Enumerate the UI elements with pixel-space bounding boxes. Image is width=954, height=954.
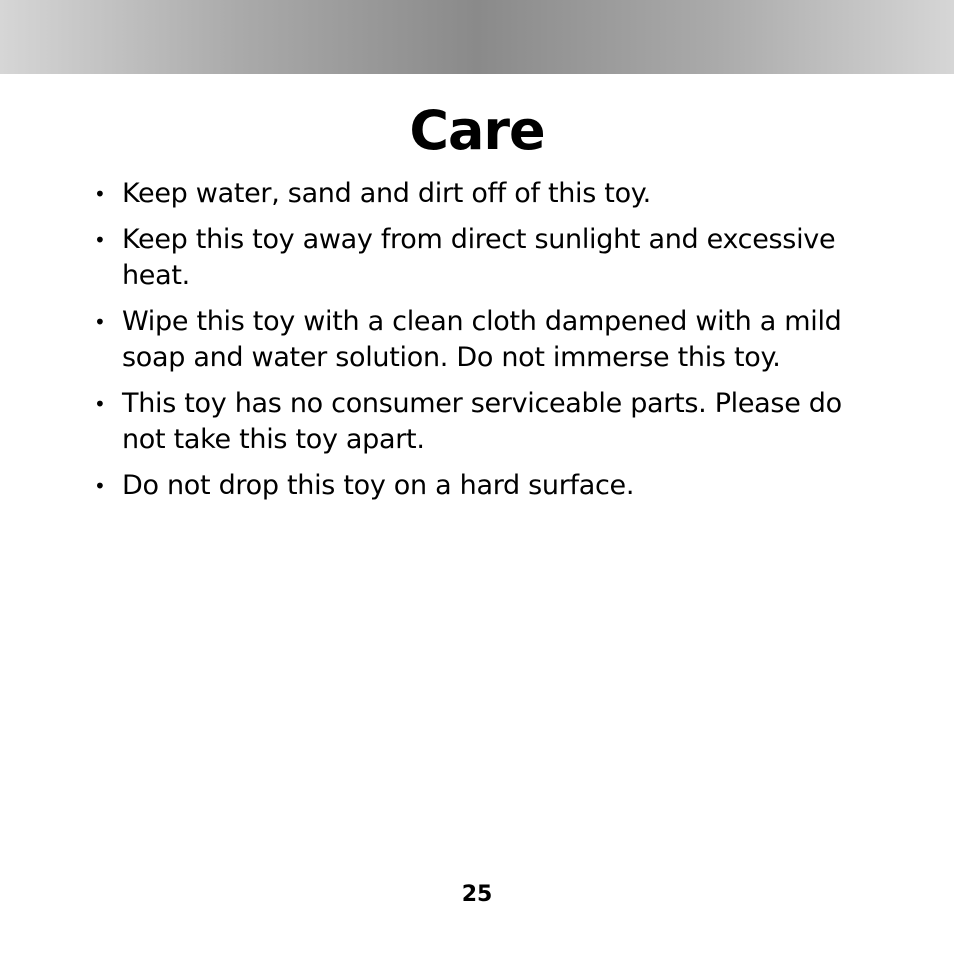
bullet-icon: •: [94, 228, 106, 252]
list-item: [92, 176, 882, 212]
page-number: 25: [461, 882, 493, 907]
list-item: [92, 304, 882, 376]
list-item: [92, 386, 882, 458]
bullet-icon: •: [94, 310, 106, 334]
care-instructions-list: [92, 176, 882, 514]
bullet-icon: •: [94, 392, 106, 416]
list-item: [92, 468, 882, 504]
list-item-text: This toy has no consumer serviceable parts. Please do not take this toy apart.: [122, 388, 842, 455]
list-item-text: Keep this toy away from direct sunlight and excessive heat.: [122, 224, 836, 291]
list-item: [92, 222, 882, 294]
list-item-text: Do not drop this toy on a hard surface.: [122, 470, 635, 501]
list-item-text: Keep water, sand and dirt off of this toy.: [122, 178, 651, 209]
list-item-text: Wipe this toy with a clean cloth dampened with a mild soap and water solution. Do not immerse this toy.: [122, 306, 842, 373]
page-title: Care: [409, 99, 545, 162]
header-gradient-band: [0, 0, 954, 74]
bullet-icon: •: [94, 474, 106, 498]
bullet-icon: •: [94, 182, 106, 206]
